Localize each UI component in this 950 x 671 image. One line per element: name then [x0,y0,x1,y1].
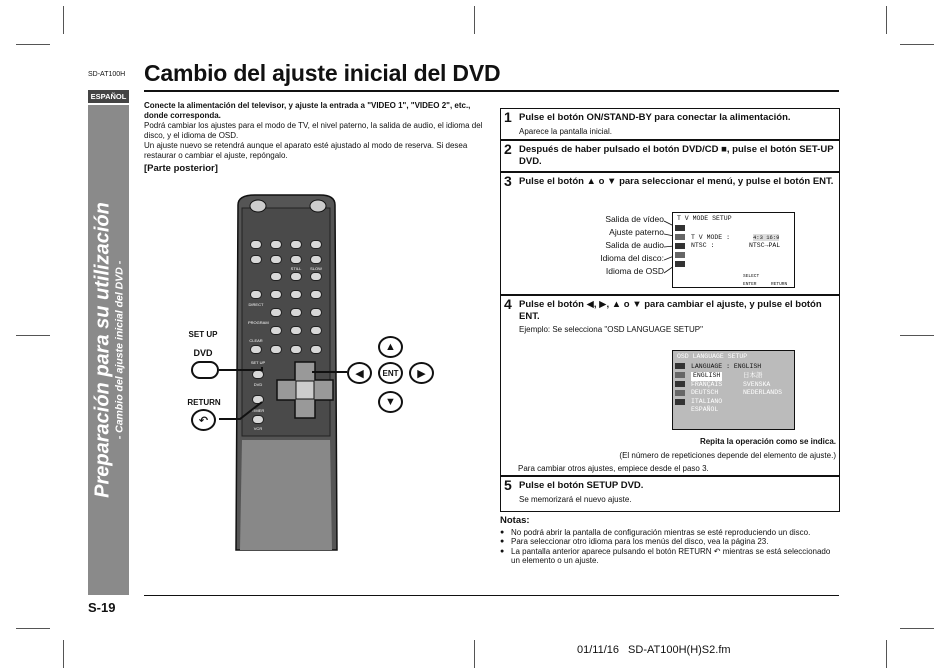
step-5 [500,476,840,512]
left-arrow-icon: ◀ [355,367,364,380]
direct-label: DIRECT [248,302,264,307]
menu-label-audio: Salida de audio [605,240,664,250]
remote-key[interactable] [270,326,282,335]
set-up-callout-label: SET UP [188,330,218,339]
crop-mark [900,44,934,45]
remote-key[interactable] [250,290,262,299]
language-option[interactable]: 日本語 [743,372,763,379]
remote-key[interactable] [310,272,322,281]
menu-label-osd-language: Idioma de OSD [605,266,664,276]
sidebar-text [91,110,126,590]
remote-key[interactable] [310,255,322,264]
down-arrow-icon: ▼ [385,396,396,408]
vcr-label: VCR [253,426,263,431]
step-1 [500,108,840,140]
notes-title: Notas: [500,515,530,526]
remote-key[interactable] [310,240,322,249]
return-hint: RETURN [771,282,788,287]
step-text: Pulse el botón ◀, ▶, ▲ o ▼ para cambiar el ajuste, y pulse el botón ENT. [519,299,822,322]
select-hint: SELECT [743,274,760,279]
remote-key[interactable] [290,308,302,317]
remote-key[interactable] [252,415,264,424]
crop-mark [474,640,475,668]
step-number: 3 [504,173,512,189]
step-text: Pulse el botón ON/STAND-BY para conectar la alimentación. [519,112,791,123]
step-text: Después de haber pulsado el botón DVD/CD ■, pulse el botón SET-UP DVD. [519,144,834,167]
sidebar-subtitle: - Cambio del ajuste inicial del DVD - [113,260,125,440]
language-option[interactable]: SVENSKA [743,380,771,388]
remote-key[interactable] [270,240,282,249]
left-button[interactable] [347,362,372,384]
ent-label: ENT [382,368,399,378]
step-number: 5 [504,477,512,493]
enter-hint: ENTER [743,282,757,287]
ntsc-value: NTSC→PAL [749,242,781,249]
model-code: SD-AT100H [88,71,126,78]
tv-mode-value: 4:3 16:9 [753,234,780,241]
sidebar-tab [88,105,129,595]
remote-key[interactable] [310,345,322,354]
language-option[interactable]: ENGLISH [693,372,721,379]
step4-other: Para cambiar otros ajustes, empiece desde el paso 3. [518,464,709,473]
remote-key[interactable] [290,240,302,249]
intro-line2: Un ajuste nuevo se retendrá aunque el aparato esté ajustado al modo de reserva. Si desea restaurar o cambiar el ajuste, repóngalo. [144,141,468,160]
dvd-callout-label: DVD [193,348,213,358]
menu-label-parental: Ajuste paterno [609,227,664,237]
timer-label: TIMER [251,408,265,413]
step4-repeat-note: (El número de repeticiones depende del elemento de ajuste.) [619,451,836,460]
language-option[interactable]: FRANÇAIS [691,380,723,388]
crop-mark [474,6,475,34]
remote-key[interactable] [250,345,262,354]
remote-key[interactable] [290,290,302,299]
screen-title: T V MODE SETUP [677,215,732,222]
still-label: STILL [290,266,302,271]
screen-menu-icons [675,225,685,267]
step-number: 4 [504,296,512,312]
crop-mark [886,640,887,668]
intro-bold: Conecte la alimentación del televisor, y ajuste la entrada a "VIDEO 1", "VIDEO 2", etc., donde corresponda. [144,101,471,120]
setup-dvd-button[interactable] [191,361,219,379]
up-button[interactable] [378,336,403,358]
remote-key[interactable] [310,290,322,299]
clear-label: CLEAR [249,338,263,343]
tv-mode-label: T V MODE : [691,234,731,241]
crop-mark [16,335,50,336]
remote-key[interactable] [250,240,262,249]
notes-section [500,516,840,566]
menu-labels [560,214,664,280]
remote-key[interactable] [290,326,302,335]
step4-repeat: Repita la operación como se indica. [699,437,836,446]
program-label: PROGRAM [248,320,269,325]
step-number: 2 [504,141,512,157]
language-badge: ESPAÑOL [88,90,129,103]
crop-mark [900,628,934,629]
title-rule [144,90,839,92]
page-title: Cambio del ajuste inicial del DVD [144,60,501,86]
note-item: ● No podrá abrir la pantalla de configuración mientras se esté reproduciendo un disco. [500,528,840,538]
step-2 [500,140,840,172]
bottom-rule [144,595,839,596]
crop-mark [63,6,64,34]
language-options-col2 [743,372,782,398]
intro-line1: Podrá cambiar los ajustes para el modo de TV, el nivel paterno, la salida de audio, el idioma del disco, y el idioma de OSD. [144,121,483,140]
remote-key[interactable] [270,345,282,354]
return-button[interactable] [191,409,216,431]
menu-label-video: Salida de vídeo [605,214,664,224]
slow-label: SLOW [310,266,322,271]
remote-key[interactable] [270,290,282,299]
sidebar-main-title: Preparación para su utilización [91,202,113,498]
step-note: Aparece la pantalla inicial. [519,127,612,136]
remote-key[interactable] [310,326,322,335]
language-row: LANGUAGE : ENGLISH [691,363,762,370]
remote-key[interactable] [290,272,302,281]
remote-key[interactable] [290,255,302,264]
note-item: ● Para seleccionar otro idioma para los menús del disco, vea la página 23. [500,537,840,547]
rear-label: [Parte posterior] [144,163,218,174]
menu-label-disc-language: Idioma del disco: [600,253,664,263]
osd-language-setup-screen [672,350,795,430]
right-button[interactable] [409,362,434,384]
language-option[interactable]: DEUTSCH [691,389,719,396]
remote-key[interactable] [270,272,282,281]
screen-menu-icons [675,363,685,405]
crop-mark [886,6,887,34]
ntsc-label: NTSC : [691,242,715,249]
language-option[interactable]: NEDERLANDS [743,389,783,396]
crop-mark [900,335,934,336]
step-text: Pulse el botón SETUP DVD. [519,480,644,491]
up-arrow-icon: ▲ [385,341,396,353]
notes-list [500,528,840,566]
language-option[interactable]: ESPAÑOL [691,406,719,413]
intro-text [144,101,484,161]
footer-info: 01/11/16 SD-AT100H(H)S2.fm [577,644,731,656]
crop-mark [16,628,50,629]
language-options-col1 [691,372,722,415]
step-note: Ejemplo: Se selecciona "OSD LANGUAGE SETUP" [519,325,703,334]
ent-button[interactable] [378,362,403,384]
language-option[interactable]: ITALIANO [691,397,723,405]
remote-key[interactable] [252,395,264,404]
note-item: ● La pantalla anterior aparece pulsando el botón RETURN ↶ mientras se está seleccionado un elemento o un ajuste. [500,547,840,566]
crop-mark [63,640,64,668]
crop-mark [16,44,50,45]
right-arrow-icon: ▶ [417,367,426,380]
remote-key[interactable] [290,345,302,354]
tv-mode-setup-screen [672,212,795,288]
setup-dvd-key[interactable] [252,370,264,379]
return-icon: ↶ [198,414,209,427]
step-note: Se memorizará el nuevo ajuste. [519,495,632,504]
setup-key-label: SET UP [250,360,266,365]
down-button[interactable] [378,391,403,413]
step-text: Pulse el botón ▲ o ▼ para seleccionar el menú, y pulse el botón ENT. [519,176,834,187]
page-number: S-19 [88,600,116,615]
return-callout-label: RETURN [187,398,221,407]
remote-key[interactable] [310,308,322,317]
remote-key[interactable] [270,255,282,264]
remote-key[interactable] [250,255,262,264]
remote-key[interactable] [270,308,282,317]
step-number: 1 [504,109,512,125]
screen-title: OSD LANGUAGE SETUP [677,353,748,360]
remote-dpad[interactable] [275,360,335,420]
dvd-key-label: DVD [253,382,263,387]
